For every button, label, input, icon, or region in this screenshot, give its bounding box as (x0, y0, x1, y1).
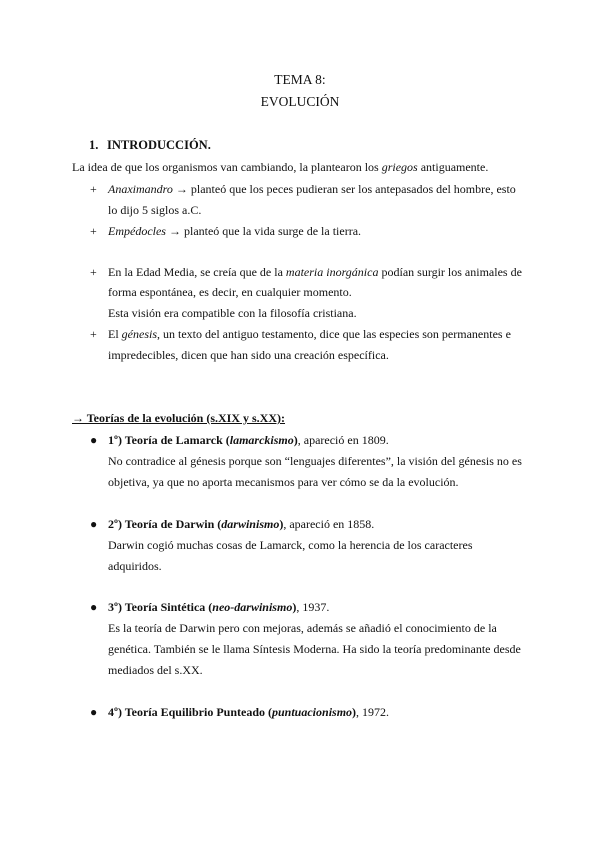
text: ) (292, 600, 297, 614)
theory-year: , apareció en 1809. (297, 433, 389, 447)
plus-bullet-icon: + (90, 224, 97, 238)
text: podían surgir los animales de (378, 265, 522, 279)
theory-description: genética. También se le llama Síntesis Moderna. Ha sido la teoría predominante desde (108, 642, 521, 656)
theory-description: No contradice al génesis porque son “lenguajes diferentes”, la visión del génesis no es (108, 454, 522, 468)
list-item (108, 182, 516, 196)
document-title: TEMA 8: (274, 72, 326, 87)
text: → planteó que la vida surge de la tierra. (165, 224, 362, 238)
emphasis: lamarckismo (229, 433, 294, 447)
text: El (108, 327, 122, 341)
emphasis: neo-darwinismo (212, 600, 293, 614)
text: ) (293, 433, 298, 447)
theory-name: 3º) Teoría Sintética ( (108, 600, 213, 614)
section-heading-intro (89, 138, 211, 153)
emphasis: Anaximandro (108, 182, 173, 196)
theory-description: Darwin cogió muchas cosas de Lamarck, como la herencia de los caracteres (108, 538, 473, 552)
plus-bullet-icon: + (90, 265, 97, 279)
document-subtitle: EVOLUCIÓN (260, 94, 340, 109)
list-item (108, 265, 522, 279)
theory-item (108, 600, 329, 614)
text: En la Edad Media, se creía que de la (108, 265, 286, 279)
text: antiguamente. (417, 160, 489, 174)
emphasis: materia inorgánica (285, 265, 379, 279)
list-item (108, 327, 511, 341)
theory-description: Es la teoría de Darwin pero con mejoras, además se añadió el conocimiento de la (108, 621, 497, 635)
text: La idea de que los organismos van cambiando, la plantearon los (72, 160, 382, 174)
text: → planteó que los peces pudieran ser los antepasados del hombre, esto (172, 182, 516, 196)
section-title: INTRODUCCIÓN. (107, 138, 211, 152)
list-item-continuation: Esta visión era compatible con la filosofía cristiana. (108, 306, 357, 320)
list-item-continuation: impredecibles, dicen que han sido una creación específica. (108, 348, 389, 362)
text: ) (352, 705, 357, 719)
theory-item (108, 433, 389, 447)
bullet-dot-icon: ● (90, 600, 98, 614)
plus-bullet-icon: + (90, 327, 97, 341)
emphasis: génesis (121, 327, 157, 341)
theories-heading: → Teorías de la evolución (s.XIX y s.XX): (72, 411, 286, 425)
theory-name: 2º) Teoría de Darwin ( (108, 517, 222, 531)
theory-description: mediados del s.XX. (108, 663, 203, 677)
list-item (108, 224, 361, 238)
theory-item (108, 517, 374, 531)
bullet-dot-icon: ● (90, 705, 98, 719)
theory-name: 1º) Teoría de Lamarck ( (108, 433, 230, 447)
text: , un texto del antiguo testamento, dice que las especies son permanentes e (157, 327, 511, 341)
intro-paragraph (72, 160, 488, 174)
list-item-continuation: lo dijo 5 siglos a.C. (108, 203, 202, 217)
emphasis: darwinismo (221, 517, 280, 531)
list-item-continuation: forma espontánea, es decir, en cualquier momento. (108, 285, 352, 299)
theory-year: , apareció en 1858. (283, 517, 375, 531)
emphasis: griegos (381, 160, 418, 174)
bullet-dot-icon: ● (90, 517, 98, 531)
theory-year: , 1937. (296, 600, 330, 614)
theory-item (108, 705, 389, 719)
theory-description: objetiva, ya que no aporta mecanismos para ver cómo se da la evolución. (108, 475, 459, 489)
section-number: 1. (89, 138, 99, 152)
theory-name: 4º) Teoría Equilibrio Punteado ( (108, 705, 272, 719)
bullet-dot-icon: ● (90, 433, 98, 447)
emphasis: puntuacionismo (272, 705, 353, 719)
theory-year: , 1972. (356, 705, 390, 719)
emphasis: Empédocles (108, 224, 166, 238)
plus-bullet-icon: + (90, 182, 97, 196)
theory-description: adquiridos. (108, 559, 162, 573)
text: ) (279, 517, 284, 531)
